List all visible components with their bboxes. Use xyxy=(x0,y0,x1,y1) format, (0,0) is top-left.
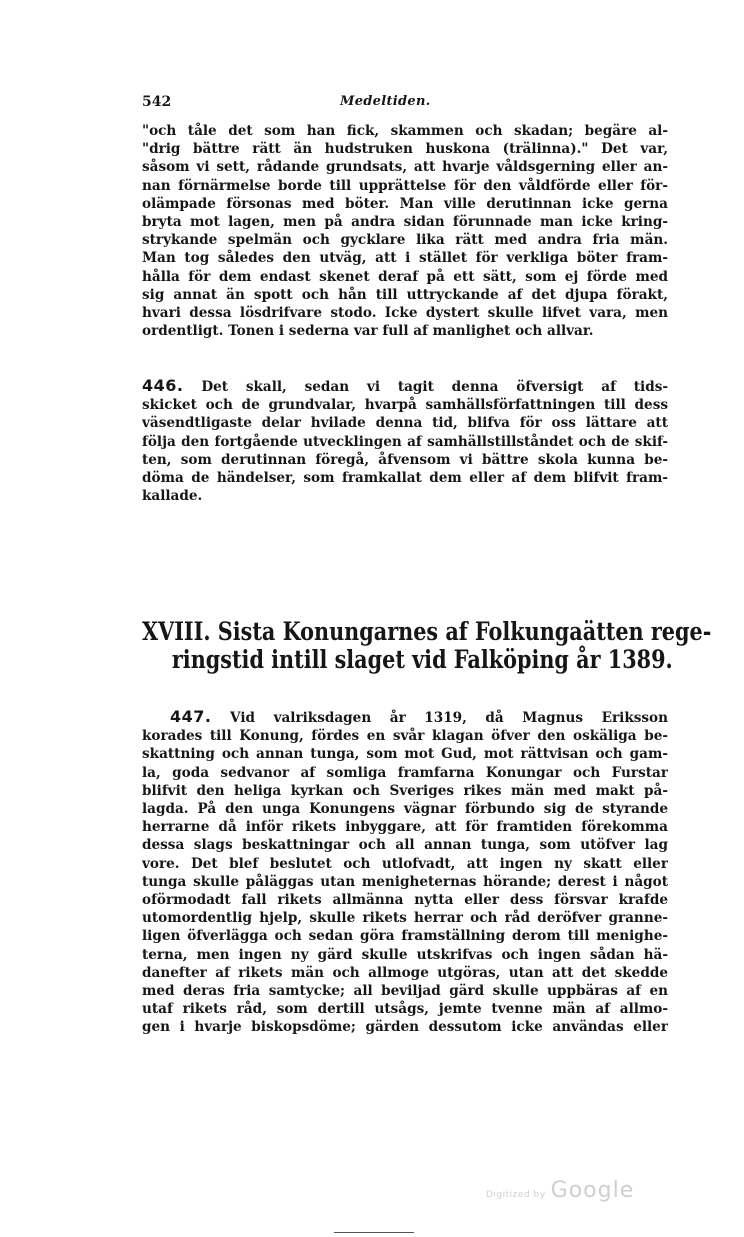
paragraph-number: 446. xyxy=(142,377,184,395)
text-line: med deras fria samtycke; all beviljad gärd skulle uppbäras af en xyxy=(142,983,668,1000)
watermark-small-text: Digitized by xyxy=(486,1190,546,1200)
text-line: la, goda sedvanor af somliga framfarna Konungar och Furstar xyxy=(142,764,668,781)
text-line: korades till Konung, fördes en svår klagan öfver den oskäliga be- xyxy=(142,728,668,745)
text-line: ten, som derutinnan föregå, åfvensom vi bättre skola kunna be- xyxy=(142,451,668,468)
text-line: hvari dessa lösdrifvare stodo. Icke dystert skulle lifvet vara, men xyxy=(142,305,668,322)
text-line: blifvit den heliga kyrkan och Sveriges rikes män med makt på- xyxy=(142,782,668,799)
text-line: lagda. På den unga Konungens vägnar förbundo sig de styrande xyxy=(142,801,668,818)
chapter-heading-line: XVIII. Sista Konungarnes af Folkungaätten rege- xyxy=(142,617,712,646)
text-line: dessa slags beskattningar och all annan tunga, som utöfver lag xyxy=(142,837,668,854)
text-line: hålla för dem endast skenet deraf på ett sätt, som ej förde med xyxy=(142,268,668,285)
text-line: följa den fortgående utvecklingen af samhällstillståndet och de skif- xyxy=(142,433,668,450)
paragraph-446 xyxy=(142,377,668,505)
text-line: terna, men ingen ny gärd skulle utskrifvas och ingen sådan hä- xyxy=(142,946,668,963)
text-line: vore. Det blef beslutet och utlofvadt, att ingen ny skatt eller xyxy=(142,855,668,872)
text-line: såsom vi sett, rådande grundsats, att hvarje våldsgerning eller an- xyxy=(142,159,668,176)
watermark-logo-text: Google xyxy=(550,1178,635,1203)
text-line xyxy=(142,377,668,396)
google-watermark xyxy=(486,1178,634,1203)
footer-rule xyxy=(334,1232,414,1233)
paragraph-447 xyxy=(142,708,668,1037)
page-number: 542 xyxy=(142,94,172,110)
text-line: "drig bättre rätt än hudstruken huskona (trälinna)." Det var, xyxy=(142,141,668,158)
text-line: strykande spelmän och gycklare lika rätt med andra fria män. xyxy=(142,232,668,249)
running-head: Medeltiden. xyxy=(340,94,431,109)
text-line: kallade. xyxy=(142,488,203,505)
text-line xyxy=(142,708,668,727)
text-line: skicket och de grundvalar, hvarpå samhällsförfattningen till dess xyxy=(142,397,668,414)
text-line: skattning och annan tunga, som mot Gud, mot rättvisan och gam- xyxy=(142,746,668,763)
page-header xyxy=(142,94,668,114)
paragraph-number: 447. xyxy=(170,708,212,726)
text-line: "och tåle det som han fick, skammen och skadan; begäre al- xyxy=(142,123,668,139)
text-line: väsendtligaste delar hvilade denna tid, blifva för oss lättare att xyxy=(142,415,668,432)
text-line: oförmodadt fall rikets allmänna nytta eller dess försvar krafde xyxy=(142,892,668,909)
text-line: ordentligt. Tonen i sederna var full af manlighet och allvar. xyxy=(142,323,594,340)
text-line: Man tog således den utväg, att i stället för verkliga böter fram- xyxy=(142,250,668,267)
text-line: ligen öfverlägga och sedan göra framställning derom till menighe- xyxy=(142,928,668,945)
text-line: utomordentlig hjelp, skulle rikets herrar och råd deröfver granne- xyxy=(142,910,668,927)
text-line-content: Det skall, sedan vi tagit denna öfversigt af tids- xyxy=(201,379,668,395)
chapter-heading xyxy=(142,617,712,674)
text-line: utaf rikets råd, som dertill utsågs, jemte tvenne män af allmo- xyxy=(142,1001,668,1018)
text-line: sig annat än spott och hån till uttryckande af det djupa förakt, xyxy=(142,286,668,303)
chapter-heading-line: ringstid intill slaget vid Falköping år 1389. xyxy=(171,645,673,674)
text-line: herrarne då inför rikets inbyggare, att för framtiden förekomma xyxy=(142,819,668,836)
text-line: döma de händelser, som framkallat dem eller af dem blifvit fram- xyxy=(142,470,668,487)
text-line: nan förnärmelse borde till upprättelse för den våldförde eller för- xyxy=(142,177,668,194)
text-line: tunga skulle påläggas utan menigheternas hörande; derest i något xyxy=(142,873,668,890)
text-line: danefter af rikets män och allmoge utgöras, utan att det skedde xyxy=(142,964,668,981)
text-line: bryta mot lagen, men på andra sidan förunnade man icke kring- xyxy=(142,214,668,231)
text-line-content: Vid valriksdagen år 1319, då Magnus Eriksson xyxy=(230,710,668,726)
text-line: olämpade försonas med böter. Man ville derutinnan icke gerna xyxy=(142,195,668,212)
paragraph-continuation xyxy=(142,122,668,340)
text-line: gen i hvarje biskopsdöme; gärden dessutom icke användas eller xyxy=(142,1019,668,1036)
